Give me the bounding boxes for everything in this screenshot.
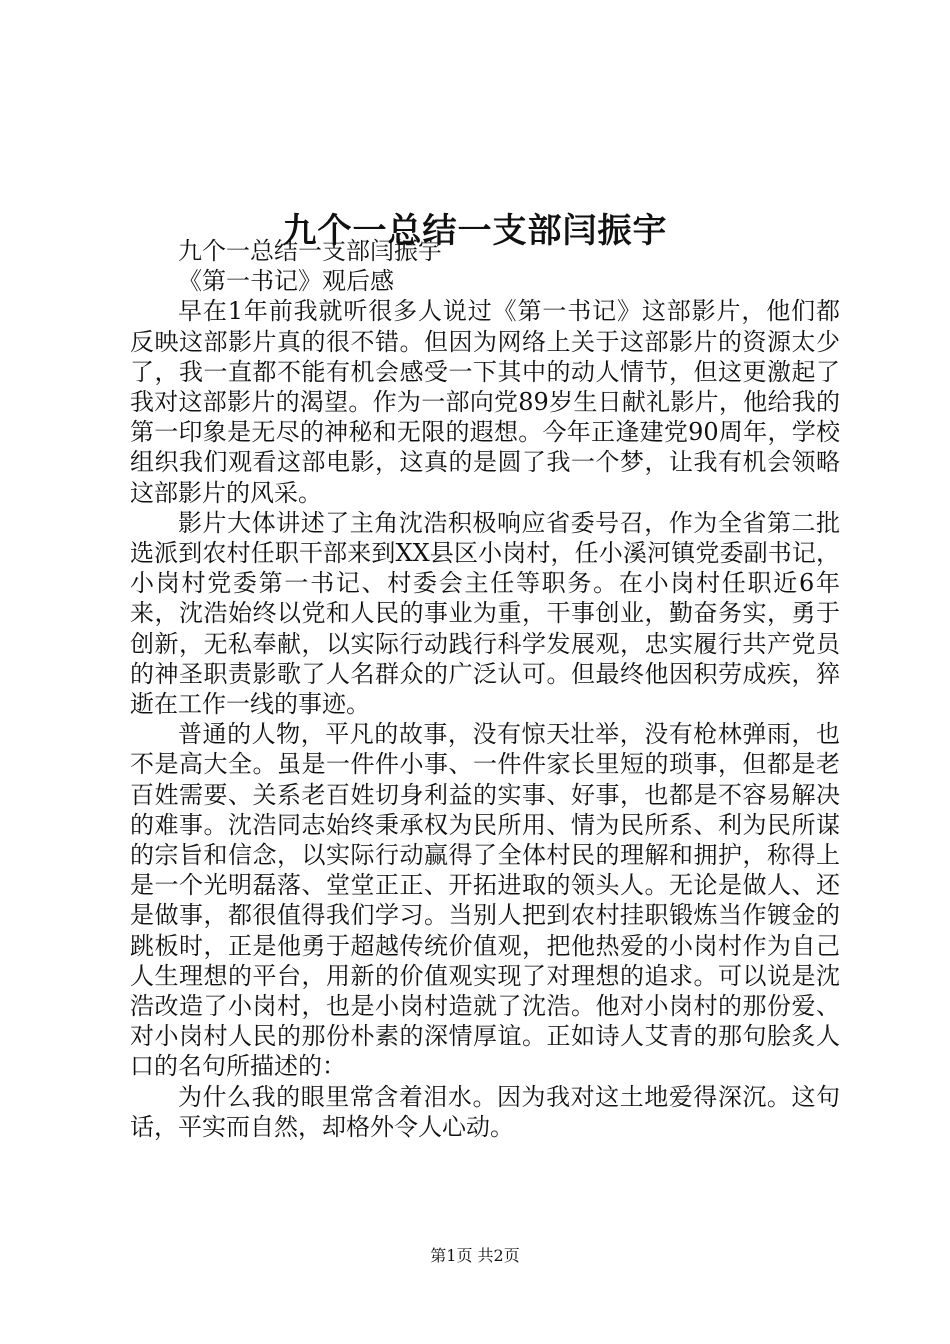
paragraph: 普通的人物，平凡的故事，没有惊天壮举，没有枪林弹雨，也不是高大全。虽是一件件小事、一件件家长里短的琐事，但都是老百姓需要、关系老百姓切身利益的实事、好事，也都是不容易解决的难事。沈浩同志始终秉承权为民所用、情为民所系、利为民所谋的宗旨和信念，以实际行动赢得了全体村民的理解和拥护，称得上是一个光明磊落、堂堂正正、开拓进取的领头人。无论是做人、还是做事，都很值得我们学习。当别人把到农村挂职锻炼当作镀金的跳板时，正是他勇于超越传统价值观，把他热爱的小岗村作为自己人生理想的平台，用新的价值观实现了对理想的追求。可以说是沈浩改造了小岗村，也是小岗村造就了沈浩。他对小岗村的那份爱、对小岗村人民的那份朴素的深情厚谊。正如诗人艾青的那句脍炙人口的名句所描述的：: [130, 720, 840, 1081]
page-number-footer: 第1页 共2页: [430, 1246, 520, 1265]
paragraph: 影片大体讲述了主角沈浩积极响应省委号召，作为全省第二批选派到农村任职干部来到XX县区小岗村，任小溪河镇党委副书记，小岗村党委第一书记、村委会主任等职务。在小岗村任职近6年来，沈浩始终以党和人民的事业为重，干事创业，勤奋务实，勇于创新，无私奉献，以实际行动践行科学发展观，忠实履行共产党员的神圣职责影歌了人名群众的广泛认可。但最终他因积劳成疾，猝逝在工作一线的事迹。: [130, 508, 840, 719]
paragraph: 《第一书记》观后感: [178, 267, 394, 296]
paragraph: 为什么我的眼里常含着泪水。因为我对这土地爱得深沉。这句话，平实而自然，却格外令人心动。: [130, 1082, 840, 1141]
document-body: [130, 236, 840, 1142]
page-title: 九个一总结一支部闫振宇: [282, 210, 668, 251]
paragraph: 早在1年前我就听很多人说过《第一书记》这部影片，他们都反映这部影片真的很不错。但因为网络上关于这部影片的资源太少了，我一直都不能有机会感受一下其中的动人情节，但这更激起了我对这部影片的渴望。作为一部向党89岁生日献礼影片，他给我的第一印象是无尽的神秘和无限的遐想。今年正逢建党90周年，学校组织我们观看这部电影，这真的是圆了我一个梦，让我有机会领略这部影片的风采。: [130, 297, 840, 507]
paragraph: 九个一总结一支部闫振宇: [178, 237, 442, 265]
